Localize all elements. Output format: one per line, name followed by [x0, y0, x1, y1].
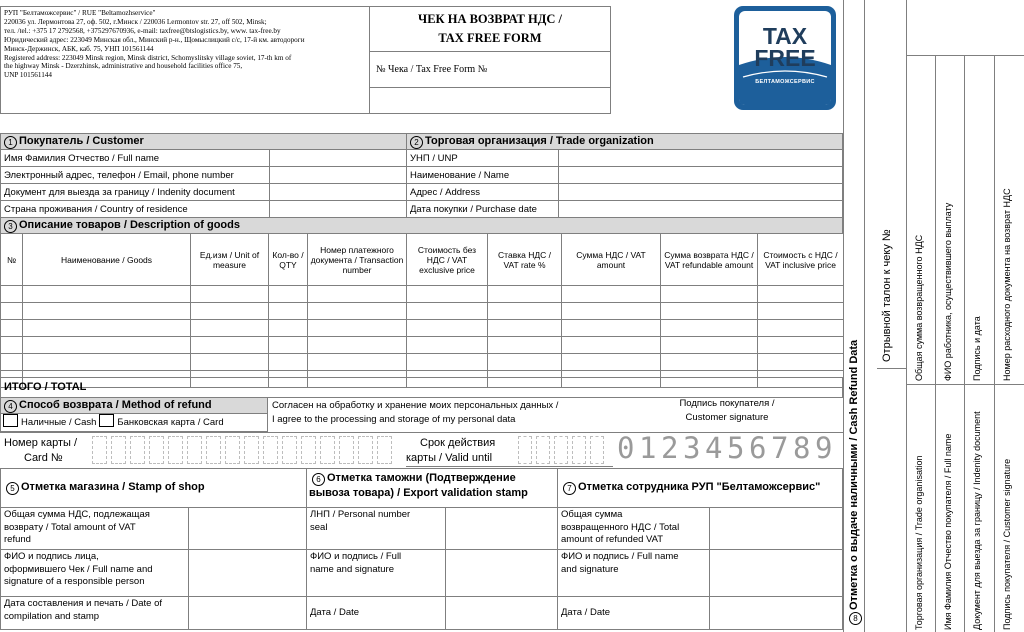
column-header-text: № — [6, 254, 17, 265]
goods-cell[interactable] — [406, 336, 488, 354]
refund-section-title: Способ возврата / Method of refund — [19, 399, 212, 411]
issuer-line: the highway Minsk - Dzerzhinsk, administrative and household facilities office 75, — [4, 62, 243, 71]
goods-cell[interactable] — [0, 285, 23, 303]
counterfoil-right-label: Общая сумма возвращенного НДС — [914, 234, 924, 381]
shop-label-line: signature of a responsible person — [4, 576, 145, 587]
shop-field-label — [0, 596, 189, 630]
goods-cell[interactable] — [268, 319, 308, 337]
goods-cell[interactable] — [0, 336, 23, 354]
trade-field-label: Дата покупки / Purchase date — [406, 200, 559, 218]
goods-cell[interactable] — [190, 302, 269, 320]
counterfoil-right-label: Подпись и дата — [972, 316, 982, 381]
logo-free: FREE — [754, 45, 816, 71]
goods-cell[interactable] — [487, 319, 562, 337]
form-title-ru: ЧЕК НА ВОЗВРАТ НДС / — [418, 12, 562, 26]
column-header-text: Ставка НДС / VAT rate % — [498, 249, 551, 270]
expiry-digit-box[interactable] — [572, 436, 586, 464]
counterfoil-divider — [964, 55, 965, 632]
card-digit-box[interactable] — [92, 436, 107, 464]
goods-cell[interactable] — [660, 302, 758, 320]
goods-cell[interactable] — [757, 336, 844, 354]
goods-cell[interactable] — [561, 285, 661, 303]
customer-signature-label — [612, 397, 842, 425]
cash-refund-title-text: Отметка о выдаче наличными / Cash Refund Data — [848, 339, 860, 610]
sample-digit: 6 — [749, 431, 767, 465]
expiry-digit-box[interactable] — [536, 436, 550, 464]
column-header-text: Кол-во / QTY — [272, 249, 304, 270]
goods-section-header — [0, 217, 843, 234]
sample-digit: 4 — [705, 431, 723, 465]
shop-label-line: compilation and stamp — [4, 610, 100, 622]
issuer-line: Минск-Держинск, АБК, каб. 75, УНП 101561144 — [4, 44, 154, 53]
card-digit-box[interactable] — [339, 436, 354, 464]
section-number-6: 6 — [312, 473, 325, 486]
customer-section-title: Покупатель / Customer — [19, 135, 144, 147]
column-header — [561, 233, 661, 286]
goods-cell[interactable] — [561, 302, 661, 320]
form-title-en: TAX FREE FORM — [438, 31, 542, 45]
logo-subtitle: БЕЛТАМОЖСЕРВИС — [755, 79, 815, 85]
refund-method-options — [0, 413, 268, 432]
goods-cell[interactable] — [757, 285, 844, 303]
expiry-digit-box[interactable] — [590, 436, 604, 464]
counterfoil-left-label: Документ для выезда за границу / Indenity document — [972, 411, 982, 630]
goods-cell[interactable] — [190, 336, 269, 354]
column-header-text: Наименование / Goods — [60, 254, 153, 265]
issuer-line: 220036 ул. Лермонтова 27, оф. 502, г.Минск / 220036 Lermontov str. 27, off 502, Minsk; — [4, 17, 267, 26]
column-header-text: Ед.изм / Unit of measure — [199, 249, 260, 270]
expiry-digit-box[interactable] — [554, 436, 568, 464]
column-header-text: Сумма возврата НДС / VAT refundable amount — [664, 249, 754, 270]
sample-digit: 9 — [815, 431, 833, 465]
trade-field-value[interactable] — [558, 183, 843, 201]
signature-line-1: Подпись покупателя / — [679, 398, 775, 409]
sample-digit: 7 — [771, 431, 789, 465]
cash-refund-title — [848, 340, 862, 628]
employee-stamp-header — [557, 468, 843, 508]
goods-cell[interactable] — [307, 302, 407, 320]
section-number-2: 2 — [410, 136, 423, 149]
trade-field-value[interactable] — [558, 200, 843, 218]
issuer-line: Юридический адрес: 223049 Минская обл., Минский р-н., Щомыслицкий с/с, 17-й км. автодороги — [4, 35, 305, 44]
employee-label-line: Дата / Date — [561, 607, 611, 618]
employee-label-line: Общая сумма — [561, 509, 623, 520]
customer-field-value[interactable] — [269, 149, 407, 167]
card-checkbox[interactable] — [99, 414, 114, 427]
counterfoil-top-line — [906, 55, 1024, 56]
trade-field-value[interactable] — [558, 149, 843, 167]
employee-label-line: ФИО и подпись / Full name — [561, 551, 679, 562]
employee-field-value[interactable] — [709, 549, 843, 597]
goods-cell[interactable] — [307, 285, 407, 303]
shop-field-label — [0, 549, 189, 597]
counterfoil-left-label: Торговая организация / Trade organisation — [914, 455, 924, 630]
logo-tax: TAX — [762, 23, 808, 49]
shop-label-line: ФИО и подпись лица, — [4, 551, 99, 562]
customs-field-label — [306, 507, 446, 550]
goods-cell[interactable] — [22, 336, 191, 354]
goods-cell[interactable] — [561, 319, 661, 337]
shop-field-value[interactable] — [188, 549, 307, 597]
issuer-line: тел. /tel.: +375 17 2792568, +375297670936, e-mail: taxfree@btslogistics.by, www. tax-free.by — [4, 26, 281, 35]
column-header — [0, 233, 23, 286]
counterfoil-left-label: Подпись покупателя / Customer signature — [1002, 458, 1012, 630]
customs-field-value[interactable] — [445, 507, 558, 550]
card-digit-box[interactable] — [282, 436, 297, 464]
customer-field-label: Имя Фамилия Отчество / Full name — [0, 149, 270, 167]
goods-cell[interactable] — [406, 353, 488, 371]
goods-cell[interactable] — [190, 319, 269, 337]
employee-field-label — [557, 507, 710, 550]
card-digit-box[interactable] — [358, 436, 373, 464]
card-digit-box[interactable] — [301, 436, 316, 464]
customs-stamp-title-1: Отметка таможни (Подтверждение — [327, 472, 516, 484]
tax-free-logo — [733, 5, 837, 111]
goods-cell[interactable] — [406, 302, 488, 320]
section-number-7: 7 — [563, 482, 576, 495]
section-number-5: 5 — [6, 482, 19, 495]
personal-data-consent — [272, 399, 558, 427]
counterfoil-mid-line — [906, 384, 1024, 385]
counterfoil-right-label: Номер расходного документа на возврат НДС — [1002, 188, 1012, 381]
sample-digit: 3 — [683, 431, 701, 465]
goods-cell[interactable] — [561, 336, 661, 354]
cash-checkbox[interactable] — [3, 414, 18, 427]
customs-field-value[interactable] — [445, 549, 558, 597]
trade-section-header — [406, 133, 843, 150]
shop-label-line: Дата составления и печать / Date of — [4, 598, 163, 609]
card-digit-box[interactable] — [377, 436, 392, 464]
customs-label-line: ФИО и подпись / Full — [310, 551, 402, 562]
shop-field-label — [0, 507, 189, 550]
shop-stamp-title: Отметка магазина / Stamp of shop — [21, 481, 205, 493]
column-header — [406, 233, 488, 286]
goods-cell[interactable] — [660, 319, 758, 337]
goods-section-title: Описание товаров / Description of goods — [19, 219, 240, 231]
goods-cell[interactable] — [268, 302, 308, 320]
customs-stamp-title-2: вывоза товара) / Export validation stamp — [309, 487, 528, 499]
goods-cell[interactable] — [487, 353, 562, 371]
customs-label-line: seal — [310, 521, 328, 533]
card-digit-box[interactable] — [149, 436, 164, 464]
form-number-label: № Чека / Tax Free Form № — [376, 64, 488, 75]
valid-until-line-2: карты / Valid until — [406, 452, 493, 464]
goods-cell[interactable] — [660, 285, 758, 303]
shop-label-line: оформившего Чек / Full name and — [4, 563, 153, 575]
column-header-text: Номер платежного документа / Transaction number — [310, 244, 404, 275]
goods-cell[interactable] — [757, 319, 844, 337]
section-number-4: 4 — [4, 400, 17, 413]
goods-cell[interactable] — [0, 319, 23, 337]
goods-cell[interactable] — [406, 285, 488, 303]
column-header — [268, 233, 308, 286]
consent-line-1: Согласен на обработку и хранение моих персональных данных / — [272, 400, 559, 411]
goods-cell[interactable] — [190, 285, 269, 303]
goods-cell[interactable] — [307, 319, 407, 337]
issuer-line: Registered address: 223049 Minsk region, Minsk district, Schomyslitsky village soviet, 17-th km of — [4, 53, 292, 62]
shop-label-line: refund — [4, 534, 31, 545]
customs-stamp-header — [306, 468, 558, 508]
goods-cell[interactable] — [22, 353, 191, 371]
goods-cell[interactable] — [307, 353, 407, 371]
trade-field-label: Адрес / Address — [406, 183, 559, 201]
counterfoil-divider — [994, 55, 995, 632]
customer-field-value[interactable] — [269, 183, 407, 201]
column-header — [190, 233, 269, 286]
goods-cell[interactable] — [268, 285, 308, 303]
issuer-line: UNP 101561144 — [4, 71, 52, 80]
goods-cell[interactable] — [268, 353, 308, 371]
shop-field-value[interactable] — [188, 507, 307, 550]
shop-field-value[interactable] — [188, 596, 307, 630]
goods-cell[interactable] — [307, 336, 407, 354]
employee-field-value[interactable] — [709, 507, 843, 550]
column-header-text: Стоимость с НДС / VAT inclusive price — [763, 249, 838, 270]
card-digit-box[interactable] — [130, 436, 145, 464]
employee-field-label — [557, 549, 710, 597]
trade-field-value[interactable] — [558, 166, 843, 184]
section-number-3: 3 — [4, 220, 17, 233]
total-label: ИТОГО / TOTAL — [4, 381, 87, 393]
employee-stamp-title: Отметка сотрудника РУП "Белтаможсервис" — [578, 481, 821, 493]
customs-field-value[interactable] — [445, 596, 558, 630]
sample-digit: 2 — [661, 431, 679, 465]
goods-cell[interactable] — [757, 353, 844, 371]
counterfoil-left-label: Имя Фамилия Отчество покупателя / Full name — [943, 433, 953, 630]
card-digit-box[interactable] — [206, 436, 221, 464]
employee-field-value[interactable] — [709, 596, 843, 630]
goods-cell[interactable] — [487, 285, 562, 303]
customs-label-line: Дата / Date — [310, 607, 360, 618]
customs-label-line: name and signature — [310, 563, 394, 575]
goods-cell[interactable] — [487, 336, 562, 354]
goods-cell[interactable] — [190, 353, 269, 371]
signature-line-2: Customer signature — [685, 412, 769, 423]
goods-cell[interactable] — [406, 319, 488, 337]
customs-field-label — [306, 596, 446, 630]
form-title-block — [369, 6, 611, 114]
card-digit-box[interactable] — [263, 436, 278, 464]
section-number-8: 8 — [849, 612, 862, 625]
card-number-label — [4, 436, 77, 466]
goods-cell[interactable] — [22, 319, 191, 337]
card-digit-box[interactable] — [320, 436, 335, 464]
card-digit-box[interactable] — [187, 436, 202, 464]
counterfoil-right-label: ФИО работника, осуществившего выплату — [943, 202, 953, 381]
employee-field-label — [557, 596, 710, 630]
counterfoil-label: Отрывной талон к чеку № — [881, 229, 893, 362]
goods-cell[interactable] — [561, 353, 661, 371]
goods-cell[interactable] — [0, 353, 23, 371]
customer-field-label: Страна проживания / Country of residence — [0, 200, 270, 218]
goods-cell[interactable] — [22, 285, 191, 303]
shop-label-line: возврату / Total amount of VAT — [4, 521, 136, 533]
cash-option-label: Наличные / Cash — [21, 417, 97, 428]
trade-section-title: Торговая организация / Trade organization — [425, 135, 654, 147]
refund-counterfoil — [843, 0, 1024, 632]
section-number-1: 1 — [4, 136, 17, 149]
employee-label-line: amount of refunded VAT — [561, 534, 664, 545]
consent-line-2: I agree to the processing and storage of my personal data — [272, 414, 516, 425]
customer-section-header — [0, 133, 407, 150]
valid-until-line-1: Срок действия — [420, 437, 496, 449]
shop-label-line: Общая сумма НДС, подлежащая — [4, 509, 150, 520]
customs-label-line: ЛНП / Personal number — [310, 509, 411, 520]
counterfoil-divider — [935, 55, 936, 632]
goods-cell[interactable] — [487, 302, 562, 320]
card-option-label: Банковская карта / Card — [117, 417, 224, 428]
column-header-text: Сумма НДС / VAT amount — [576, 249, 646, 270]
goods-cell[interactable] — [660, 336, 758, 354]
column-header — [660, 233, 758, 286]
trade-field-label: УНП / UNP — [406, 149, 559, 167]
customs-field-label — [306, 549, 446, 597]
card-number-line-1: Номер карты / — [4, 437, 78, 449]
sample-digit: 0 — [617, 431, 635, 465]
trade-field-label: Наименование / Name — [406, 166, 559, 184]
customer-field-value[interactable] — [269, 166, 407, 184]
shop-stamp-header — [0, 468, 307, 508]
column-header — [307, 233, 407, 286]
column-header — [22, 233, 191, 286]
employee-label-line: and signature — [561, 563, 619, 575]
sample-digit: 8 — [793, 431, 811, 465]
card-digit-box[interactable] — [168, 436, 183, 464]
issuer-details — [4, 9, 305, 80]
card-digit-box[interactable] — [244, 436, 259, 464]
card-number-line-2: Card № — [24, 452, 63, 464]
column-header — [757, 233, 844, 286]
customer-field-value[interactable] — [269, 200, 407, 218]
goods-cell[interactable] — [0, 302, 23, 320]
customer-field-label: Документ для выезда за границу / Indenity document — [0, 183, 270, 201]
issuer-block — [0, 6, 370, 114]
goods-cell[interactable] — [268, 336, 308, 354]
card-digit-box[interactable] — [225, 436, 240, 464]
card-digit-box[interactable] — [111, 436, 126, 464]
customer-field-label: Электронный адрес, телефон / Email, phone number — [0, 166, 270, 184]
refund-section-header — [0, 397, 268, 414]
column-header-text: Стоимость без НДС / VAT exclusive price — [417, 244, 477, 275]
sample-digit: 5 — [727, 431, 745, 465]
goods-cell[interactable] — [22, 302, 191, 320]
employee-label-line: возвращенного НДС / Total — [561, 521, 680, 533]
goods-cell[interactable] — [660, 353, 758, 371]
expiry-digit-box[interactable] — [518, 436, 532, 464]
column-header — [487, 233, 562, 286]
total-row — [0, 377, 843, 398]
sample-digit: 1 — [639, 431, 657, 465]
issuer-line: РУП "Белтаможсервис" / RUE "Beltamozhservice" — [4, 9, 156, 17]
valid-until-label — [406, 436, 495, 466]
goods-cell[interactable] — [757, 302, 844, 320]
